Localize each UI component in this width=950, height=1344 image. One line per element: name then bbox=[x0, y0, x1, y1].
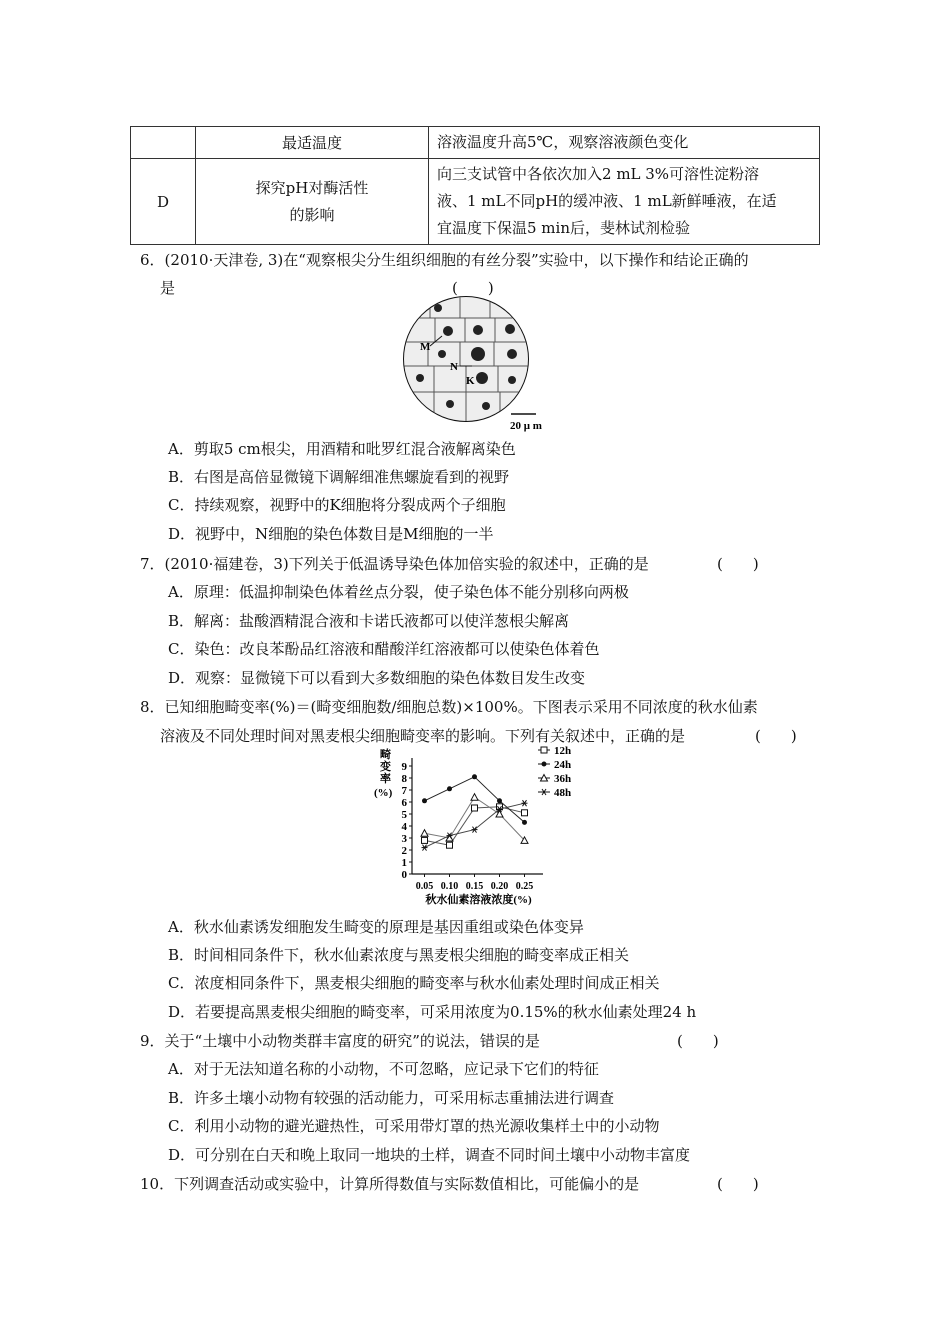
item-line: 探究pH对酶活性 bbox=[255, 178, 369, 197]
nucleus bbox=[434, 304, 442, 312]
data-point-36h bbox=[471, 794, 478, 801]
data-point-24h bbox=[472, 774, 477, 779]
q7-option-c: C．染色：改良苯酚品红溶液和醋酸洋红溶液都可以使染色体着色 bbox=[168, 640, 600, 658]
legend-marker bbox=[542, 762, 547, 767]
q6-option-d: D．视野中，N细胞的染色体数目是M细胞的一半 bbox=[168, 525, 494, 543]
q9-option-c: C．利用小动物的避光避热性，可采用带灯罩的热光源收集样土中的小动物 bbox=[168, 1117, 660, 1135]
label-k: K bbox=[466, 375, 475, 387]
series-line-12h bbox=[425, 807, 525, 845]
q6-stem: 6．(2010·天津卷, 3)在“观察根尖分生组织细胞的有丝分裂”实验中，以下操作和结论正确的 bbox=[140, 251, 749, 269]
nucleus bbox=[438, 350, 446, 358]
y-tick-label: 7 bbox=[401, 785, 407, 797]
aberration-rate-chart bbox=[362, 744, 592, 909]
y-tick-label: 8 bbox=[401, 773, 407, 785]
x-tick-label: 0.20 bbox=[490, 881, 509, 892]
table-cell-procedure: 溶液温度升高5℃，观察溶液颜色变化 bbox=[429, 127, 820, 159]
q7-answer-blank: ( ) bbox=[717, 555, 759, 573]
y-tick-label: 6 bbox=[401, 797, 407, 809]
label-n: N bbox=[450, 361, 458, 373]
q8-option-c: C．浓度相同条件下，黑麦根尖细胞的畸变率与秋水仙素处理时间成正相关 bbox=[168, 974, 660, 992]
q10-answer-blank: ( ) bbox=[717, 1175, 759, 1193]
data-point-24h bbox=[497, 798, 502, 803]
item-line: 的影响 bbox=[289, 205, 335, 224]
legend-marker bbox=[541, 747, 547, 753]
y-tick-label: 4 bbox=[401, 821, 407, 833]
q7-stem: 7．(2010·福建卷，3)下列关于低温诱导染色体加倍实验的叙述中，正确的是 bbox=[140, 555, 649, 573]
data-point-36h bbox=[421, 830, 428, 837]
y-axis-label: 畸 bbox=[380, 749, 391, 761]
q9-answer-blank: ( ) bbox=[677, 1032, 719, 1050]
q8-option-b: B．时间相同条件下，秋水仙素浓度与黑麦根尖细胞的畸变率成正相关 bbox=[168, 946, 630, 964]
data-point-12h bbox=[422, 837, 428, 843]
table-cell-item bbox=[196, 159, 429, 245]
nucleus bbox=[446, 400, 454, 408]
x-tick-label: 0.10 bbox=[440, 881, 459, 892]
table-row bbox=[131, 127, 820, 159]
y-tick-label: 3 bbox=[401, 833, 407, 845]
nucleus bbox=[505, 324, 515, 334]
q9-option-d: D．可分别在白天和晚上取同一地块的土样，调查不同时间土壤中小动物丰富度 bbox=[168, 1146, 691, 1164]
legend-label: 12h bbox=[554, 745, 572, 757]
data-point-24h bbox=[447, 786, 452, 791]
data-point-24h bbox=[422, 798, 427, 803]
q8-option-d: D．若要提高黑麦根尖细胞的畸变率，可采用浓度为0.15%的秋水仙素处理24 h bbox=[168, 1003, 697, 1021]
microscope-field-figure bbox=[400, 296, 550, 432]
nucleus bbox=[473, 325, 483, 335]
q7-option-b: B．解离：盐酸酒精混合液和卡诺氏液都可以使洋葱根尖解离 bbox=[168, 612, 570, 630]
y-tick-label: 0 bbox=[401, 869, 407, 881]
nucleus bbox=[416, 374, 424, 382]
legend-label: 36h bbox=[554, 773, 572, 785]
table-cell-letter: D bbox=[131, 159, 196, 245]
data-point-12h bbox=[522, 810, 528, 816]
q6-option-a: A．剪取5 cm根尖，用酒精和吡罗红混合液解离染色 bbox=[168, 440, 516, 458]
q9-option-a: A．对于无法知道名称的小动物，不可忽略，应记录下它们的特征 bbox=[168, 1060, 599, 1078]
q6-stem-cont: 是 bbox=[160, 279, 176, 297]
x-tick-label: 0.15 bbox=[465, 881, 484, 892]
table-cell-item: 最适温度 bbox=[196, 127, 429, 159]
experiment-table bbox=[130, 126, 820, 245]
y-tick-label: 5 bbox=[401, 809, 407, 821]
q6-answer-blank: ( ) bbox=[452, 279, 494, 297]
x-tick-label: 0.05 bbox=[415, 881, 434, 892]
data-point-12h bbox=[447, 842, 453, 848]
data-point-24h bbox=[522, 820, 527, 825]
y-tick-label: 9 bbox=[401, 761, 407, 773]
q7-option-d: D．观察：显微镜下可以看到大多数细胞的染色体数目发生改变 bbox=[168, 669, 586, 687]
q8-stem-cont: 溶液及不同处理时间对黑麦根尖细胞畸变率的影响。下列有关叙述中，正确的是 bbox=[160, 727, 686, 745]
nucleus bbox=[507, 349, 517, 359]
data-point-12h bbox=[472, 805, 478, 811]
procedure-line: 向三支试管中各依次加入2 mL 3%可溶性淀粉溶 bbox=[437, 165, 760, 183]
y-tick-label: 2 bbox=[401, 845, 407, 857]
q8-option-a: A．秋水仙素诱发细胞发生畸变的原理是基因重组或染色体变异 bbox=[168, 918, 584, 936]
legend-label: 24h bbox=[554, 759, 572, 771]
y-axis-label: (%) bbox=[374, 787, 393, 799]
nucleus bbox=[443, 326, 453, 336]
scale-label: 20 μ m bbox=[510, 420, 542, 432]
q9-option-b: B．许多土壤小动物有较强的活动能力，可采用标志重捕法进行调查 bbox=[168, 1089, 615, 1107]
q9-stem: 9．关于“土壤中小动物类群丰富度的研究”的说法，错误的是 bbox=[140, 1032, 540, 1050]
q10-stem: 10．下列调查活动或实验中，计算所得数值与实际数值相比，可能偏小的是 bbox=[140, 1175, 640, 1193]
nucleus bbox=[482, 402, 490, 410]
table-row bbox=[131, 159, 820, 245]
table-cell-procedure bbox=[429, 159, 820, 245]
procedure-line: 宜温度下保温5 min后，斐林试剂检验 bbox=[437, 219, 690, 237]
q8-stem: 8．已知细胞畸变率(%)＝(畸变细胞数/细胞总数)×100%。下图表示采用不同浓度的秋水仙素 bbox=[140, 698, 758, 716]
nucleus bbox=[508, 376, 516, 384]
nucleus bbox=[476, 372, 488, 384]
q6-option-c: C．持续观察，视野中的K细胞将分裂成两个子细胞 bbox=[168, 496, 506, 514]
x-axis-label: 秋水仙素溶液浓度(%) bbox=[425, 894, 532, 906]
y-tick-label: 1 bbox=[401, 857, 407, 869]
procedure-line: 液、1 mL不同pH的缓冲液、1 mL新鲜唾液，在适 bbox=[437, 192, 777, 210]
table-cell-letter bbox=[131, 127, 196, 159]
legend-label: 48h bbox=[554, 787, 572, 799]
series-line-36h bbox=[425, 797, 525, 840]
y-axis-label: 变 bbox=[380, 761, 391, 773]
q8-answer-blank: ( ) bbox=[755, 727, 797, 745]
label-m: M bbox=[420, 341, 431, 353]
x-tick-label: 0.25 bbox=[515, 881, 534, 892]
nucleus bbox=[471, 347, 485, 361]
y-axis-label: 率 bbox=[380, 773, 391, 785]
q6-option-b: B．右图是高倍显微镜下调解细准焦螺旋看到的视野 bbox=[168, 468, 510, 486]
q7-option-a: A．原理：低温抑制染色体着丝点分裂，使子染色体不能分别移向两极 bbox=[168, 583, 629, 601]
